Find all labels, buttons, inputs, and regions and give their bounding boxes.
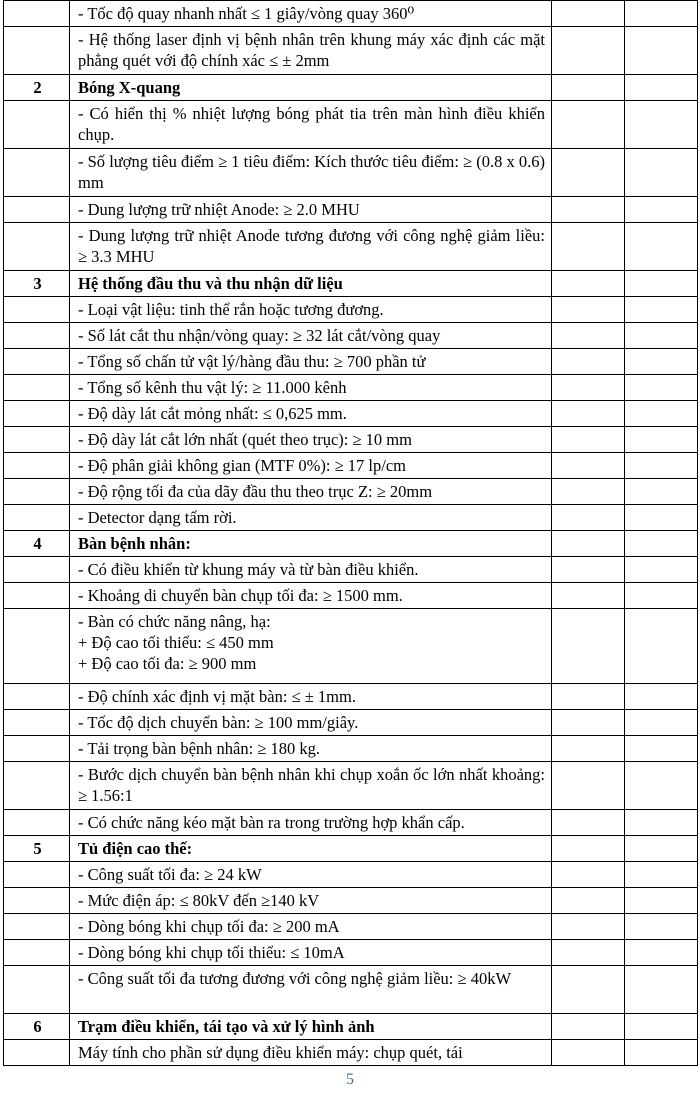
- specification-line: - Loại vật liệu: tinh thể rắn hoặc tương đương.: [78, 300, 384, 319]
- specification-table-body: [4, 1, 698, 1066]
- item-number-cell: [4, 401, 70, 427]
- specification-cell: [70, 349, 552, 375]
- table-row: [4, 101, 698, 149]
- specification-line: - Tốc độ quay nhanh nhất ≤ 1 giây/vòng quay 360⁰: [78, 4, 415, 23]
- specification-line: - Khoảng di chuyển bàn chụp tối đa: ≥ 1500 mm.: [78, 586, 403, 605]
- item-number-cell: [4, 862, 70, 888]
- specification-cell: [70, 888, 552, 914]
- empty-cell: [552, 1040, 625, 1066]
- empty-cell: [552, 836, 625, 862]
- section-title-cell: Bàn bệnh nhân:: [70, 531, 552, 557]
- empty-cell: [552, 27, 625, 75]
- item-number-cell: [4, 1040, 70, 1066]
- empty-cell: [552, 940, 625, 966]
- empty-cell: [625, 101, 698, 149]
- empty-cell: [552, 427, 625, 453]
- specification-line: - Độ dày lát cắt mỏng nhất: ≤ 0,625 mm.: [78, 404, 347, 423]
- empty-cell: [625, 583, 698, 609]
- specification-cell: [70, 914, 552, 940]
- empty-cell: [625, 75, 698, 101]
- specification-cell: [70, 27, 552, 75]
- specification-line: - Số lát cắt thu nhận/vòng quay: ≥ 32 lát cắt/vòng quay: [78, 326, 441, 345]
- table-row: [4, 223, 698, 271]
- item-number-cell: [4, 1, 70, 27]
- empty-cell: [552, 349, 625, 375]
- table-row: [4, 966, 698, 1014]
- specification-line: - Bàn có chức năng nâng, hạ:: [78, 612, 271, 631]
- specification-cell: [70, 557, 552, 583]
- section-title-cell: Bóng X-quang: [70, 75, 552, 101]
- table-row: [4, 810, 698, 836]
- specification-cell: [70, 966, 552, 1014]
- specification-line: - Dòng bóng khi chụp tối thiểu: ≤ 10mA: [78, 943, 345, 962]
- empty-cell: [625, 349, 698, 375]
- specification-line: - Hệ thống laser định vị bệnh nhân trên khung máy xác định các mặt phẳng quét với độ chính xác ≤ ± 2mm: [78, 30, 545, 70]
- item-number-cell: [4, 583, 70, 609]
- empty-cell: [625, 531, 698, 557]
- specification-line: - Tổng số kênh thu vật lý: ≥ 11.000 kênh: [78, 378, 347, 397]
- empty-cell: [552, 453, 625, 479]
- specification-cell: [70, 453, 552, 479]
- specification-cell: [70, 1040, 552, 1066]
- specification-table: [3, 0, 698, 1066]
- table-row: [4, 914, 698, 940]
- table-row: [4, 762, 698, 810]
- table-row: [4, 479, 698, 505]
- table-row: [4, 453, 698, 479]
- specification-cell: [70, 375, 552, 401]
- empty-cell: [552, 736, 625, 762]
- specification-line: - Độ phân giải không gian (MTF 0%): ≥ 17 lp/cm: [78, 456, 407, 475]
- empty-cell: [552, 401, 625, 427]
- table-row: [4, 684, 698, 710]
- empty-cell: [552, 1, 625, 27]
- specification-line: - Tải trọng bàn bệnh nhân: ≥ 180 kg.: [78, 739, 320, 758]
- specification-line: - Tốc độ dịch chuyển bàn: ≥ 100 mm/giây.: [78, 713, 359, 732]
- table-row: [4, 505, 698, 531]
- item-number-cell: [4, 349, 70, 375]
- specification-line: - Detector dạng tấm rời.: [78, 508, 237, 527]
- table-row: [4, 736, 698, 762]
- section-row: [4, 271, 698, 297]
- item-number-cell: [4, 505, 70, 531]
- section-title-cell: Hệ thống đầu thu và thu nhận dữ liệu: [70, 271, 552, 297]
- table-row: [4, 940, 698, 966]
- section-row: [4, 836, 698, 862]
- item-number-cell: [4, 557, 70, 583]
- empty-cell: [625, 197, 698, 223]
- item-number-cell: [4, 684, 70, 710]
- specification-line: - Có chức năng kéo mặt bàn ra trong trường hợp khẩn cấp.: [78, 813, 465, 832]
- empty-cell: [625, 710, 698, 736]
- empty-cell: [552, 75, 625, 101]
- specification-line: - Mức điện áp: ≤ 80kV đến ≥140 kV: [78, 891, 320, 910]
- empty-cell: [552, 323, 625, 349]
- specification-line: - Có hiển thị % nhiệt lượng bóng phát tia trên màn hình điều khiển chụp.: [78, 104, 545, 144]
- empty-cell: [552, 710, 625, 736]
- table-row: [4, 1040, 698, 1066]
- section-row: [4, 75, 698, 101]
- empty-cell: [625, 323, 698, 349]
- table-row: [4, 27, 698, 75]
- specification-cell: [70, 762, 552, 810]
- empty-cell: [625, 1, 698, 27]
- table-row: [4, 583, 698, 609]
- table-row: [4, 888, 698, 914]
- section-title-cell: Trạm điều khiển, tái tạo và xử lý hình ảnh: [70, 1014, 552, 1040]
- empty-cell: [625, 966, 698, 1014]
- specification-line: - Tổng số chấn tử vật lý/hàng đầu thu: ≥ 700 phần tử: [78, 352, 426, 371]
- empty-cell: [625, 736, 698, 762]
- empty-cell: [625, 271, 698, 297]
- item-number-cell: [4, 479, 70, 505]
- specification-cell: [70, 609, 552, 684]
- specification-cell: [70, 940, 552, 966]
- empty-cell: [625, 427, 698, 453]
- item-number-cell: [4, 914, 70, 940]
- specification-line: - Độ chính xác định vị mặt bàn: ≤ ± 1mm.: [78, 687, 356, 706]
- item-number-cell: [4, 762, 70, 810]
- empty-cell: [552, 149, 625, 197]
- empty-cell: [552, 479, 625, 505]
- empty-cell: [625, 862, 698, 888]
- empty-cell: [625, 479, 698, 505]
- specification-line: Máy tính cho phần sử dụng điều khiển máy: chụp quét, tái: [78, 1043, 463, 1062]
- empty-cell: [625, 609, 698, 684]
- empty-cell: [625, 810, 698, 836]
- empty-cell: [552, 609, 625, 684]
- table-row: [4, 149, 698, 197]
- item-number-cell: [4, 197, 70, 223]
- specification-cell: [70, 710, 552, 736]
- section-title-cell: Tủ điện cao thế:: [70, 836, 552, 862]
- item-number-cell: [4, 149, 70, 197]
- empty-cell: [552, 505, 625, 531]
- empty-cell: [552, 197, 625, 223]
- table-row: [4, 297, 698, 323]
- empty-cell: [552, 1014, 625, 1040]
- empty-cell: [625, 684, 698, 710]
- table-row: [4, 427, 698, 453]
- specification-cell: [70, 736, 552, 762]
- item-number-cell: [4, 27, 70, 75]
- empty-cell: [552, 762, 625, 810]
- item-number-cell: [4, 101, 70, 149]
- item-number-cell: [4, 297, 70, 323]
- specification-cell: [70, 101, 552, 149]
- table-row: [4, 1, 698, 27]
- specification-cell: [70, 583, 552, 609]
- specification-line: - Dung lượng trữ nhiệt Anode: ≥ 2.0 MHU: [78, 200, 360, 219]
- specification-cell: [70, 810, 552, 836]
- item-number-cell: [4, 810, 70, 836]
- specification-cell: [70, 401, 552, 427]
- empty-cell: [552, 583, 625, 609]
- item-number-cell: 4: [4, 531, 70, 557]
- empty-cell: [625, 223, 698, 271]
- empty-cell: [552, 375, 625, 401]
- page-number: 5: [346, 1071, 354, 1088]
- table-row: [4, 609, 698, 684]
- empty-cell: [625, 762, 698, 810]
- empty-cell: [552, 223, 625, 271]
- empty-cell: [625, 557, 698, 583]
- empty-cell: [625, 505, 698, 531]
- empty-cell: [552, 101, 625, 149]
- item-number-cell: [4, 453, 70, 479]
- empty-cell: [625, 888, 698, 914]
- item-number-cell: 5: [4, 836, 70, 862]
- specification-line: - Bước dịch chuyển bàn bệnh nhân khi chụp xoắn ốc lớn nhất khoảng: ≥ 1.56:1: [78, 765, 545, 805]
- item-number-cell: [4, 966, 70, 1014]
- table-row: [4, 375, 698, 401]
- empty-cell: [552, 862, 625, 888]
- table-row: [4, 197, 698, 223]
- specification-cell: [70, 323, 552, 349]
- section-row: [4, 1014, 698, 1040]
- empty-cell: [625, 27, 698, 75]
- empty-cell: [625, 453, 698, 479]
- specification-cell: [70, 149, 552, 197]
- empty-cell: [552, 966, 625, 1014]
- empty-cell: [625, 1014, 698, 1040]
- table-row: [4, 710, 698, 736]
- specification-line: - Độ dày lát cắt lớn nhất (quét theo trục): ≥ 10 mm: [78, 430, 412, 449]
- item-number-cell: 3: [4, 271, 70, 297]
- specification-cell: [70, 1, 552, 27]
- item-number-cell: [4, 427, 70, 453]
- empty-cell: [625, 836, 698, 862]
- empty-cell: [625, 940, 698, 966]
- specification-cell: [70, 479, 552, 505]
- empty-cell: [552, 297, 625, 323]
- empty-cell: [625, 297, 698, 323]
- empty-cell: [625, 149, 698, 197]
- item-number-cell: [4, 710, 70, 736]
- empty-cell: [552, 531, 625, 557]
- empty-cell: [552, 914, 625, 940]
- table-row: [4, 862, 698, 888]
- item-number-cell: [4, 609, 70, 684]
- specification-line: + Độ cao tối thiểu: ≤ 450 mm: [78, 633, 274, 652]
- empty-cell: [625, 401, 698, 427]
- item-number-cell: 6: [4, 1014, 70, 1040]
- empty-cell: [552, 557, 625, 583]
- section-row: [4, 531, 698, 557]
- empty-cell: [552, 684, 625, 710]
- specification-cell: [70, 862, 552, 888]
- table-row: [4, 323, 698, 349]
- empty-cell: [625, 914, 698, 940]
- item-number-cell: [4, 940, 70, 966]
- item-number-cell: 2: [4, 75, 70, 101]
- table-row: [4, 557, 698, 583]
- specification-cell: [70, 505, 552, 531]
- specification-line: - Dung lượng trữ nhiệt Anode tương đương với công nghệ giảm liều: ≥ 3.3 MHU: [78, 226, 545, 266]
- table-row: [4, 349, 698, 375]
- table-row: [4, 401, 698, 427]
- specification-line: - Có điều khiển từ khung máy và từ bàn điều khiển.: [78, 560, 419, 579]
- specification-line: - Công suất tối đa: ≥ 24 kW: [78, 865, 262, 884]
- specification-line: - Công suất tối đa tương đương với công nghệ giảm liều: ≥ 40kW: [78, 969, 512, 988]
- item-number-cell: [4, 736, 70, 762]
- specification-line: - Dòng bóng khi chụp tối đa: ≥ 200 mA: [78, 917, 340, 936]
- specification-line: - Độ rộng tối đa của dãy đầu thu theo trục Z: ≥ 20mm: [78, 482, 433, 501]
- specification-cell: [70, 197, 552, 223]
- item-number-cell: [4, 888, 70, 914]
- item-number-cell: [4, 375, 70, 401]
- specification-cell: [70, 297, 552, 323]
- specification-cell: [70, 223, 552, 271]
- specification-line: + Độ cao tối đa: ≥ 900 mm: [78, 654, 257, 673]
- specification-cell: [70, 427, 552, 453]
- item-number-cell: [4, 223, 70, 271]
- empty-cell: [625, 1040, 698, 1066]
- empty-cell: [552, 888, 625, 914]
- item-number-cell: [4, 323, 70, 349]
- empty-cell: [552, 271, 625, 297]
- specification-cell: [70, 684, 552, 710]
- empty-cell: [552, 810, 625, 836]
- empty-cell: [625, 375, 698, 401]
- specification-line: - Số lượng tiêu điểm ≥ 1 tiêu điểm: Kích thước tiêu điểm: ≥ (0.8 x 0.6) mm: [78, 152, 545, 192]
